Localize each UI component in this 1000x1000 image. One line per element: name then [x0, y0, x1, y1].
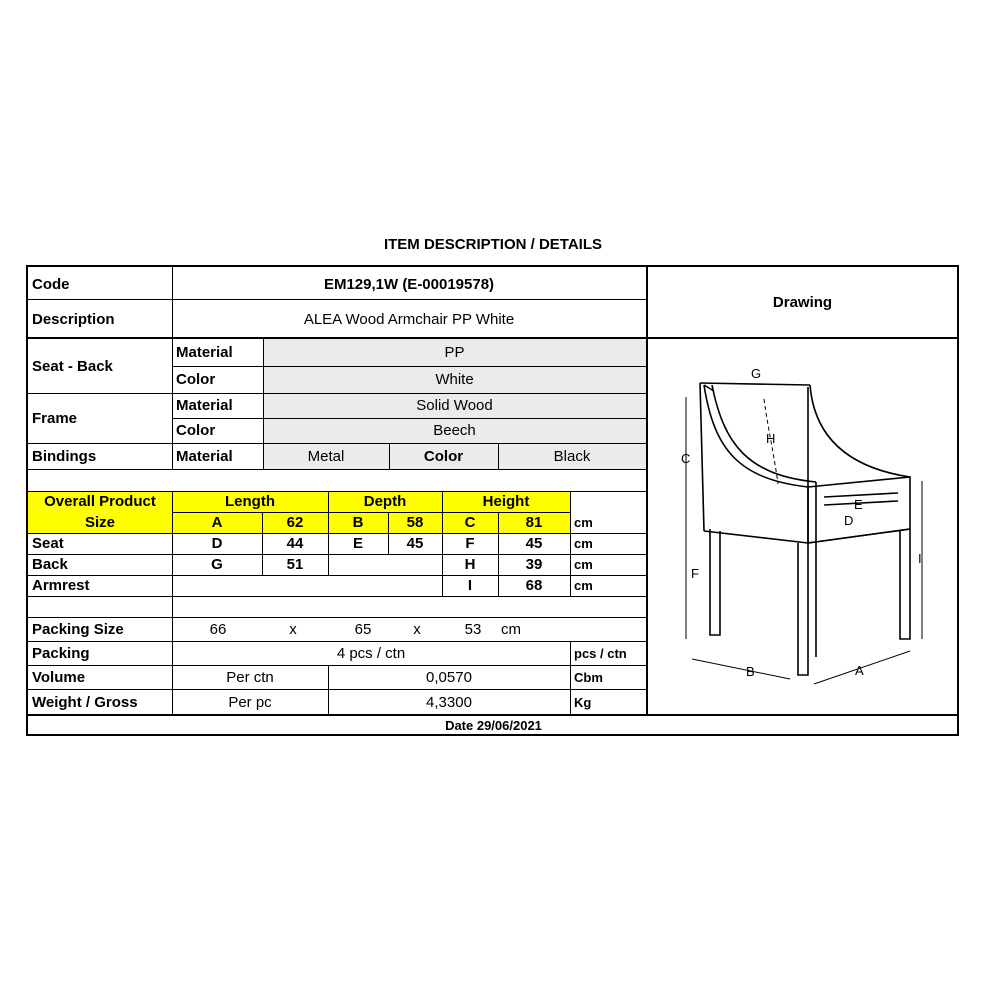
bindings-material-label: Material: [176, 447, 233, 465]
dim-i-label: I: [918, 551, 922, 566]
dim-c-value: 81: [525, 514, 543, 531]
frame-material-label: Material: [176, 397, 233, 414]
dim-g-letter: G: [211, 556, 223, 573]
backrest-top-edge: [700, 383, 810, 385]
bindings-material: Metal: [307, 447, 345, 465]
seat-back-material-label: Material: [176, 344, 233, 361]
dim-b-label: B: [746, 664, 755, 679]
back-right-leg: [900, 529, 910, 639]
dim-d-value: 44: [286, 535, 304, 552]
seat-back-color: White: [435, 371, 474, 388]
date-footer: Date 29/06/2021: [445, 717, 542, 733]
height-header: Height: [482, 493, 530, 510]
overall-size-label: Size: [84, 514, 115, 531]
seat-back-material: PP: [444, 344, 465, 361]
dim-b-value: 58: [406, 514, 424, 531]
code-label: Code: [32, 275, 70, 293]
dim-e-letter: E: [352, 535, 363, 552]
packing-height: 53: [464, 620, 482, 638]
dim-i-value: 68: [525, 577, 543, 594]
left-upright: [700, 383, 704, 531]
volume-label: Volume: [32, 668, 86, 686]
seat-back-label: Seat - Back: [32, 357, 113, 375]
dim-d-label: D: [844, 513, 854, 528]
frame-color-label: Color: [176, 422, 216, 439]
weight-per: Per pc: [228, 693, 272, 711]
volume-value: 0,0570: [426, 668, 472, 686]
bindings-color-label: Color: [423, 447, 464, 465]
front-right-leg: [798, 543, 808, 675]
weight-value: 4,3300: [426, 693, 472, 711]
dim-a-letter: A: [211, 514, 223, 531]
dim-f-label: F: [691, 566, 699, 581]
packing-size-unit: cm: [501, 620, 521, 638]
weight-unit: Kg: [574, 694, 592, 710]
dim-h-value: 39: [525, 556, 543, 573]
length-header: Length: [225, 493, 275, 510]
code-value: EM129,1W (E-00019578): [323, 275, 495, 293]
packing-value: 4 pcs / ctn: [336, 644, 406, 662]
overall-unit: cm: [574, 515, 593, 530]
seat-label: Seat: [32, 535, 64, 552]
frame-label: Frame: [32, 409, 78, 427]
packing-length: 66: [209, 620, 227, 638]
frame-color: Beech: [433, 422, 476, 439]
dim-e-label: E: [854, 497, 863, 512]
back-unit: cm: [574, 557, 593, 572]
volume-unit: Cbm: [574, 669, 603, 685]
packing-unit: pcs / ctn: [574, 645, 627, 661]
packing-x2: x: [413, 620, 421, 638]
description-value: ALEA Wood Armchair PP White: [303, 310, 515, 328]
dim-g-value: 51: [286, 556, 304, 573]
dim-c-label: C: [681, 451, 691, 466]
backrest-left-curve: [704, 385, 808, 487]
packing-x1: x: [289, 620, 297, 638]
page-title: ITEM DESCRIPTION / DETAILS: [383, 236, 603, 253]
dim-h-label: H: [766, 431, 776, 446]
bindings-label: Bindings: [32, 447, 97, 465]
packing-label: Packing: [32, 644, 90, 662]
dim-e-value: 45: [406, 535, 424, 552]
armrest-unit: cm: [574, 578, 593, 593]
dim-d-letter: D: [211, 535, 223, 552]
weight-label: Weight / Gross: [32, 693, 138, 711]
front-left-leg: [710, 529, 720, 635]
depth-header: Depth: [363, 493, 407, 510]
dim-b-letter: B: [352, 514, 364, 531]
dim-g-label: G: [751, 366, 762, 381]
overall-product-label: Overall Product: [44, 493, 156, 510]
dim-h-letter: H: [464, 556, 476, 573]
packing-width: 65: [354, 620, 372, 638]
seat-unit: cm: [574, 536, 593, 551]
armchair-drawing: [648, 339, 957, 709]
description-label: Description: [32, 310, 115, 328]
armrest-label: Armrest: [32, 577, 90, 594]
seat-back-color-label: Color: [176, 371, 216, 388]
dim-a-label: A: [855, 663, 864, 678]
dim-f-value: 45: [525, 535, 543, 552]
backrest-right-curve: [810, 385, 910, 477]
back-label: Back: [32, 556, 68, 573]
bindings-color: Black: [553, 447, 591, 465]
packing-size-label: Packing Size: [32, 620, 124, 638]
dim-c-letter: C: [464, 514, 476, 531]
dim-a-value: 62: [286, 514, 304, 531]
frame-material: Solid Wood: [416, 397, 493, 414]
drawing-label: Drawing: [772, 293, 833, 311]
dim-f-letter: F: [465, 535, 475, 552]
volume-per: Per ctn: [226, 668, 274, 686]
dim-b-line: [692, 659, 790, 679]
dim-i-letter: I: [467, 577, 473, 594]
